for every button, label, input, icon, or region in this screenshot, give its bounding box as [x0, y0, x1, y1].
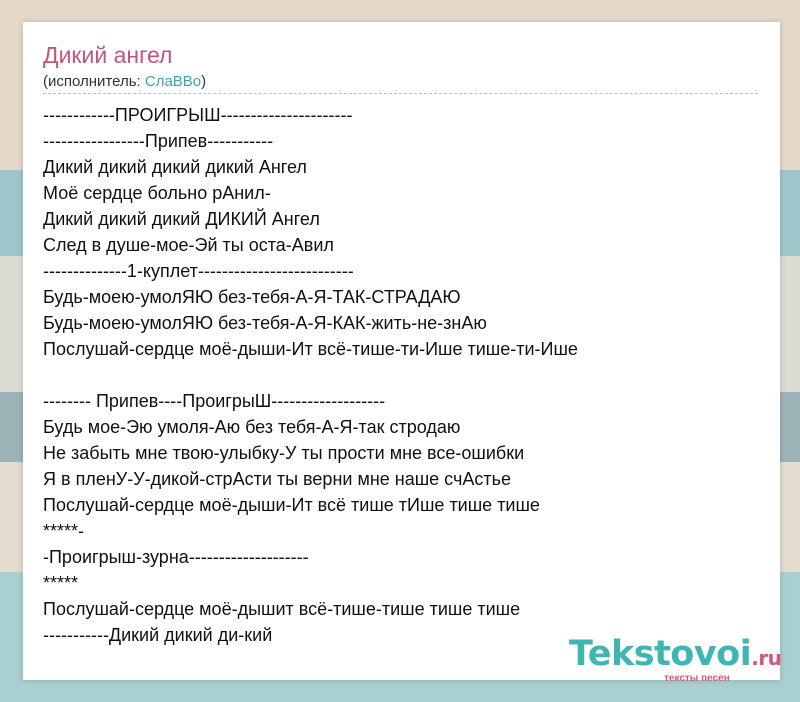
- lyric-line: Дикий дикий дикий дикий Ангел: [43, 157, 307, 177]
- lyric-line: Будь мое-Эю умоля-Аю без тебя-А-Я-так стродаю: [43, 417, 461, 437]
- lyric-line: Будь-моею-умолЯЮ без-тебя-А-Я-ТАК-СТРАДАЮ: [43, 287, 461, 307]
- lyric-line: Не забыть мне твою-улыбку-У ты прости мне все-ошибки: [43, 443, 525, 463]
- divider: [43, 93, 758, 94]
- artist-prefix: (исполнитель:: [43, 73, 145, 90]
- lyric-line: *****-: [43, 521, 85, 541]
- lyric-line: Будь-моею-умолЯЮ без-тебя-А-Я-КАК-жить-не-знАю: [43, 313, 487, 333]
- lyric-line: --------------1-куплет--------------------------: [43, 261, 354, 281]
- lyric-line: [43, 362, 578, 388]
- logo-tagline: тексты песен: [664, 673, 730, 684]
- logo-tld: .ru: [751, 646, 782, 670]
- site-logo[interactable]: [569, 634, 782, 684]
- lyric-line: Послушай-сердце моё-дыши-Ит всё-тише-ти-Ише тише-ти-Ише: [43, 339, 578, 359]
- artist-suffix: ): [201, 73, 207, 90]
- lyric-line: Я в пленУ-У-дикой-стрАсти ты верни мне наше счАстье: [43, 469, 511, 489]
- lyric-line: -Проигрыш-зурна--------------------: [43, 547, 309, 567]
- logo-main-text: Tekstovoi: [569, 634, 752, 674]
- artist-link[interactable]: СлаВВо: [144, 73, 202, 90]
- lyric-line: Послушай-сердце моё-дышит всё-тише-тише тише тише: [43, 599, 521, 619]
- lyric-line: -----------Дикий дикий ди-кий: [43, 625, 273, 645]
- lyrics-card: [23, 22, 782, 684]
- lyric-line: Дикий дикий дикий ДИКИЙ Ангел: [43, 209, 320, 229]
- lyric-line: ------------ПРОИГРЫШ----------------------: [43, 105, 353, 125]
- song-title: Дикий ангел: [43, 42, 173, 68]
- lyric-line: Моё сердце больно рАнил-: [43, 183, 271, 203]
- logo-wordmark: [569, 634, 781, 674]
- artist-line: [43, 73, 206, 90]
- lyric-line: След в душе-мое-Эй ты оста-Авил: [43, 235, 334, 255]
- lyric-line: Послушай-сердце моё-дыши-Ит всё тише тИше тише тише: [43, 495, 540, 515]
- lyric-line: -------- Припев----ПроигрыШ-------------------: [43, 391, 386, 411]
- lyrics-body: [43, 102, 578, 648]
- lyric-line: *****: [43, 573, 79, 593]
- lyric-line: -----------------Припев-----------: [43, 131, 274, 151]
